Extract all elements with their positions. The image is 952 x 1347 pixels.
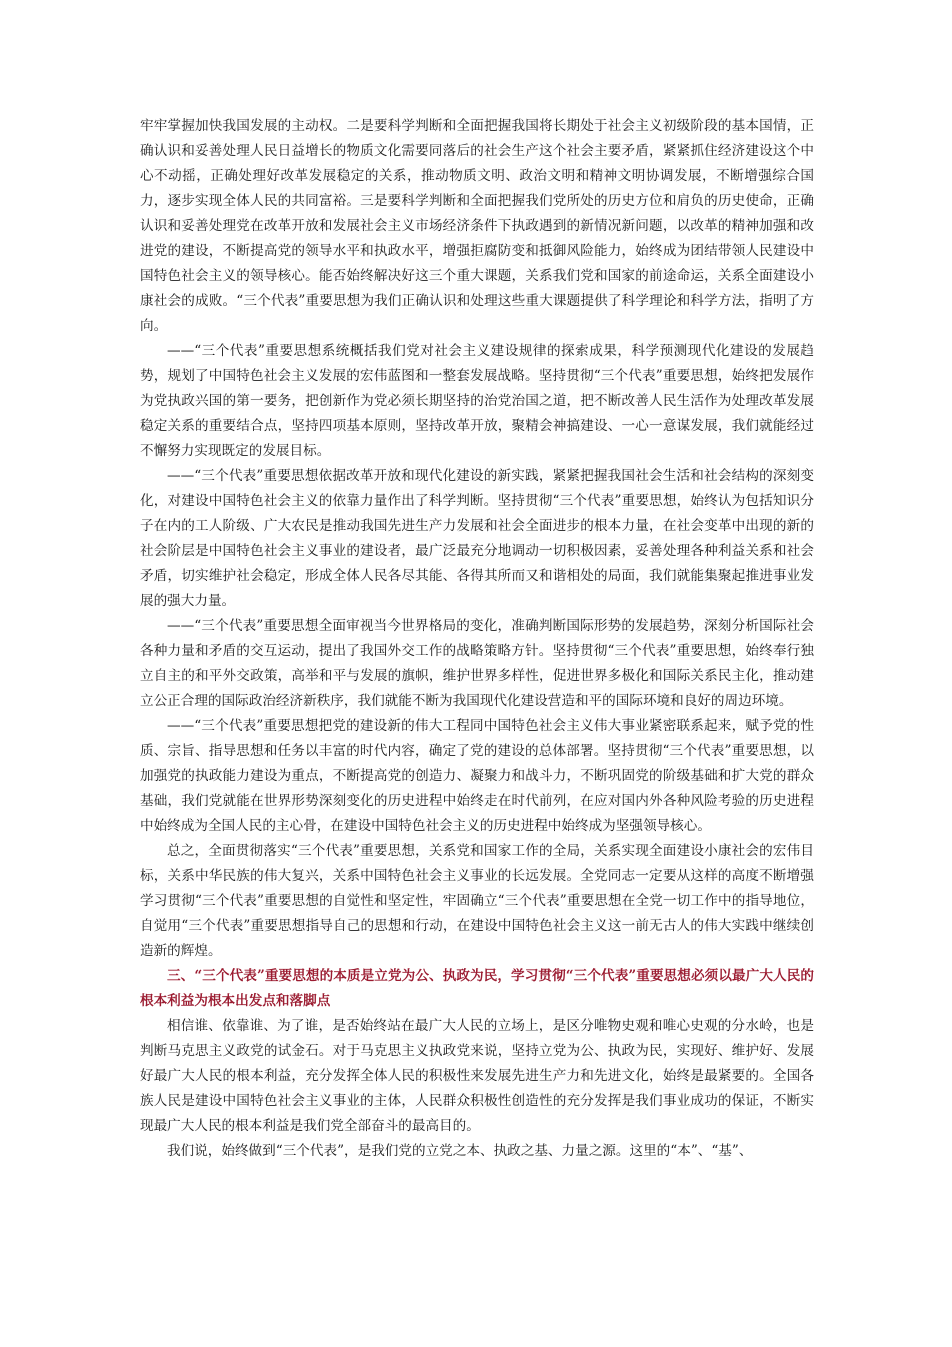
section-heading: 三、“三个代表”重要思想的本质是立党为公、执政为民，学习贯彻“三个代表”重要思想必须以最广大人民的根本利益为根本出发点和落脚点 [140,968,814,1009]
paragraph: ——“三个代表”重要思想系统概括我们党对社会主义建设规律的探索成果，科学预测现代化建设的发展趋势，规划了中国特色社会主义发展的宏伟蓝图和一整套发展战略。坚持贯彻“三个代表”重要思想，始终把发展作为党执政兴国的第一要务，把创新作为党必须长期坚持的治党治国之道，把不断改善人民生活作为处理改革发展稳定关系的重要结合点，坚持四项基本原则，坚持改革开放，聚精会神搞建设、一心一意谋发展，我们就能经过不懈努力实现既定的发展目标。 [140,343,814,459]
paragraph: 总之，全面贯彻落实“三个代表”重要思想，关系党和国家工作的全局，关系实现全面建设小康社会的宏伟目标，关系中华民族的伟大复兴，关系中国特色社会主义事业的长远发展。全党同志一定要从这样的高度不断增强学习贯彻“三个代表”重要思想的自觉性和坚定性，牢固确立“三个代表”重要思想在全党一切工作中的指导地位，自觉用“三个代表”重要思想指导自己的思想和行动，在建设中国特色社会主义这一前无古人的伟大实践中继续创造新的辉煌。 [140,843,814,959]
paragraph: ——“三个代表”重要思想全面审视当今世界格局的变化，准确判断国际形势的发展趋势，深刻分析国际社会各种力量和矛盾的交互运动，提出了我国外交工作的战略策略方针。坚持贯彻“三个代表”重要思想，始终奉行独立自主的和平外交政策，高举和平与发展的旗帜，维护世界多样性，促进世界多极化和国际关系民主化，推动建立公正合理的国际政治经济新秩序，我们就能不断为我国现代化建设营造和平的国际环境和良好的周边环境。 [140,618,814,709]
document-page [140,114,814,1164]
paragraph: 牢牢掌握加快我国发展的主动权。二是要科学判断和全面把握我国将长期处于社会主义初级阶段的基本国情，正确认识和妥善处理人民日益增长的物质文化需要同落后的社会生产这个社会主要矛盾，紧紧抓住经济建设这个中心不动摇，正确处理好改革发展稳定的关系，推动物质文明、政治文明和精神文明协调发展，不断增强综合国力，逐步实现全体人民的共同富裕。三是要科学判断和全面把握我们党所处的历史方位和肩负的历史使命，正确认识和妥善处理党在改革开放和发展社会主义市场经济条件下执政遇到的新情况新问题，以改革的精神加强和改进党的建设，不断提高党的领导水平和执政水平，增强拒腐防变和抵御风险能力，始终成为团结带领人民建设中国特色社会主义的领导核心。能否始终解决好这三个重大课题，关系我们党和国家的前途命运，关系全面建设小康社会的成败。“三个代表”重要思想为我们正确认识和处理这些重大课题提供了科学理论和科学方法，指明了方向。 [140,118,814,334]
paragraph: 相信谁、依靠谁、为了谁，是否始终站在最广大人民的立场上，是区分唯物史观和唯心史观的分水岭，也是判断马克思主义政党的试金石。对于马克思主义执政党来说，坚持立党为公、执政为民，实现好、维护好、发展好最广大人民的根本利益，充分发挥全体人民的积极性来发展先进生产力和先进文化，始终是最紧要的。全国各族人民是建设中国特色社会主义事业的主体，人民群众积极性创造性的充分发挥是我们事业成功的保证，不断实现最广大人民的根本利益是我们党全部奋斗的最高目的。 [140,1018,814,1134]
paragraph: ——“三个代表”重要思想依据改革开放和现代化建设的新实践，紧紧把握我国社会生活和社会结构的深刻变化，对建设中国特色社会主义的依靠力量作出了科学判断。坚持贯彻“三个代表”重要思想，始终认为包括知识分子在内的工人阶级、广大农民是推动我国先进生产力发展和社会全面进步的根本力量，在社会变革中出现的新的社会阶层是中国特色社会主义事业的建设者，最广泛最充分地调动一切积极因素，妥善处理各种利益关系和社会矛盾，切实维护社会稳定，形成全体人民各尽其能、各得其所而又和谐相处的局面，我们就能集聚起推进事业发展的强大力量。 [140,468,814,609]
paragraph: ——“三个代表”重要思想把党的建设新的伟大工程同中国特色社会主义伟大事业紧密联系起来，赋予党的性质、宗旨、指导思想和任务以丰富的时代内容，确定了党的建设的总体部署。坚持贯彻“三个代表”重要思想，以加强党的执政能力建设为重点，不断提高党的创造力、凝聚力和战斗力，不断巩固党的阶级基础和扩大党的群众基础，我们党就能在世界形势深刻变化的历史进程中始终走在时代前列，在应对国内外各种风险考验的历史进程中始终成为全国人民的主心骨，在建设中国特色社会主义的历史进程中始终成为坚强领导核心。 [140,718,814,834]
paragraph: 我们说，始终做到“三个代表”，是我们党的立党之本、执政之基、力量之源。这里的“本”、“基”、 [167,1143,753,1159]
